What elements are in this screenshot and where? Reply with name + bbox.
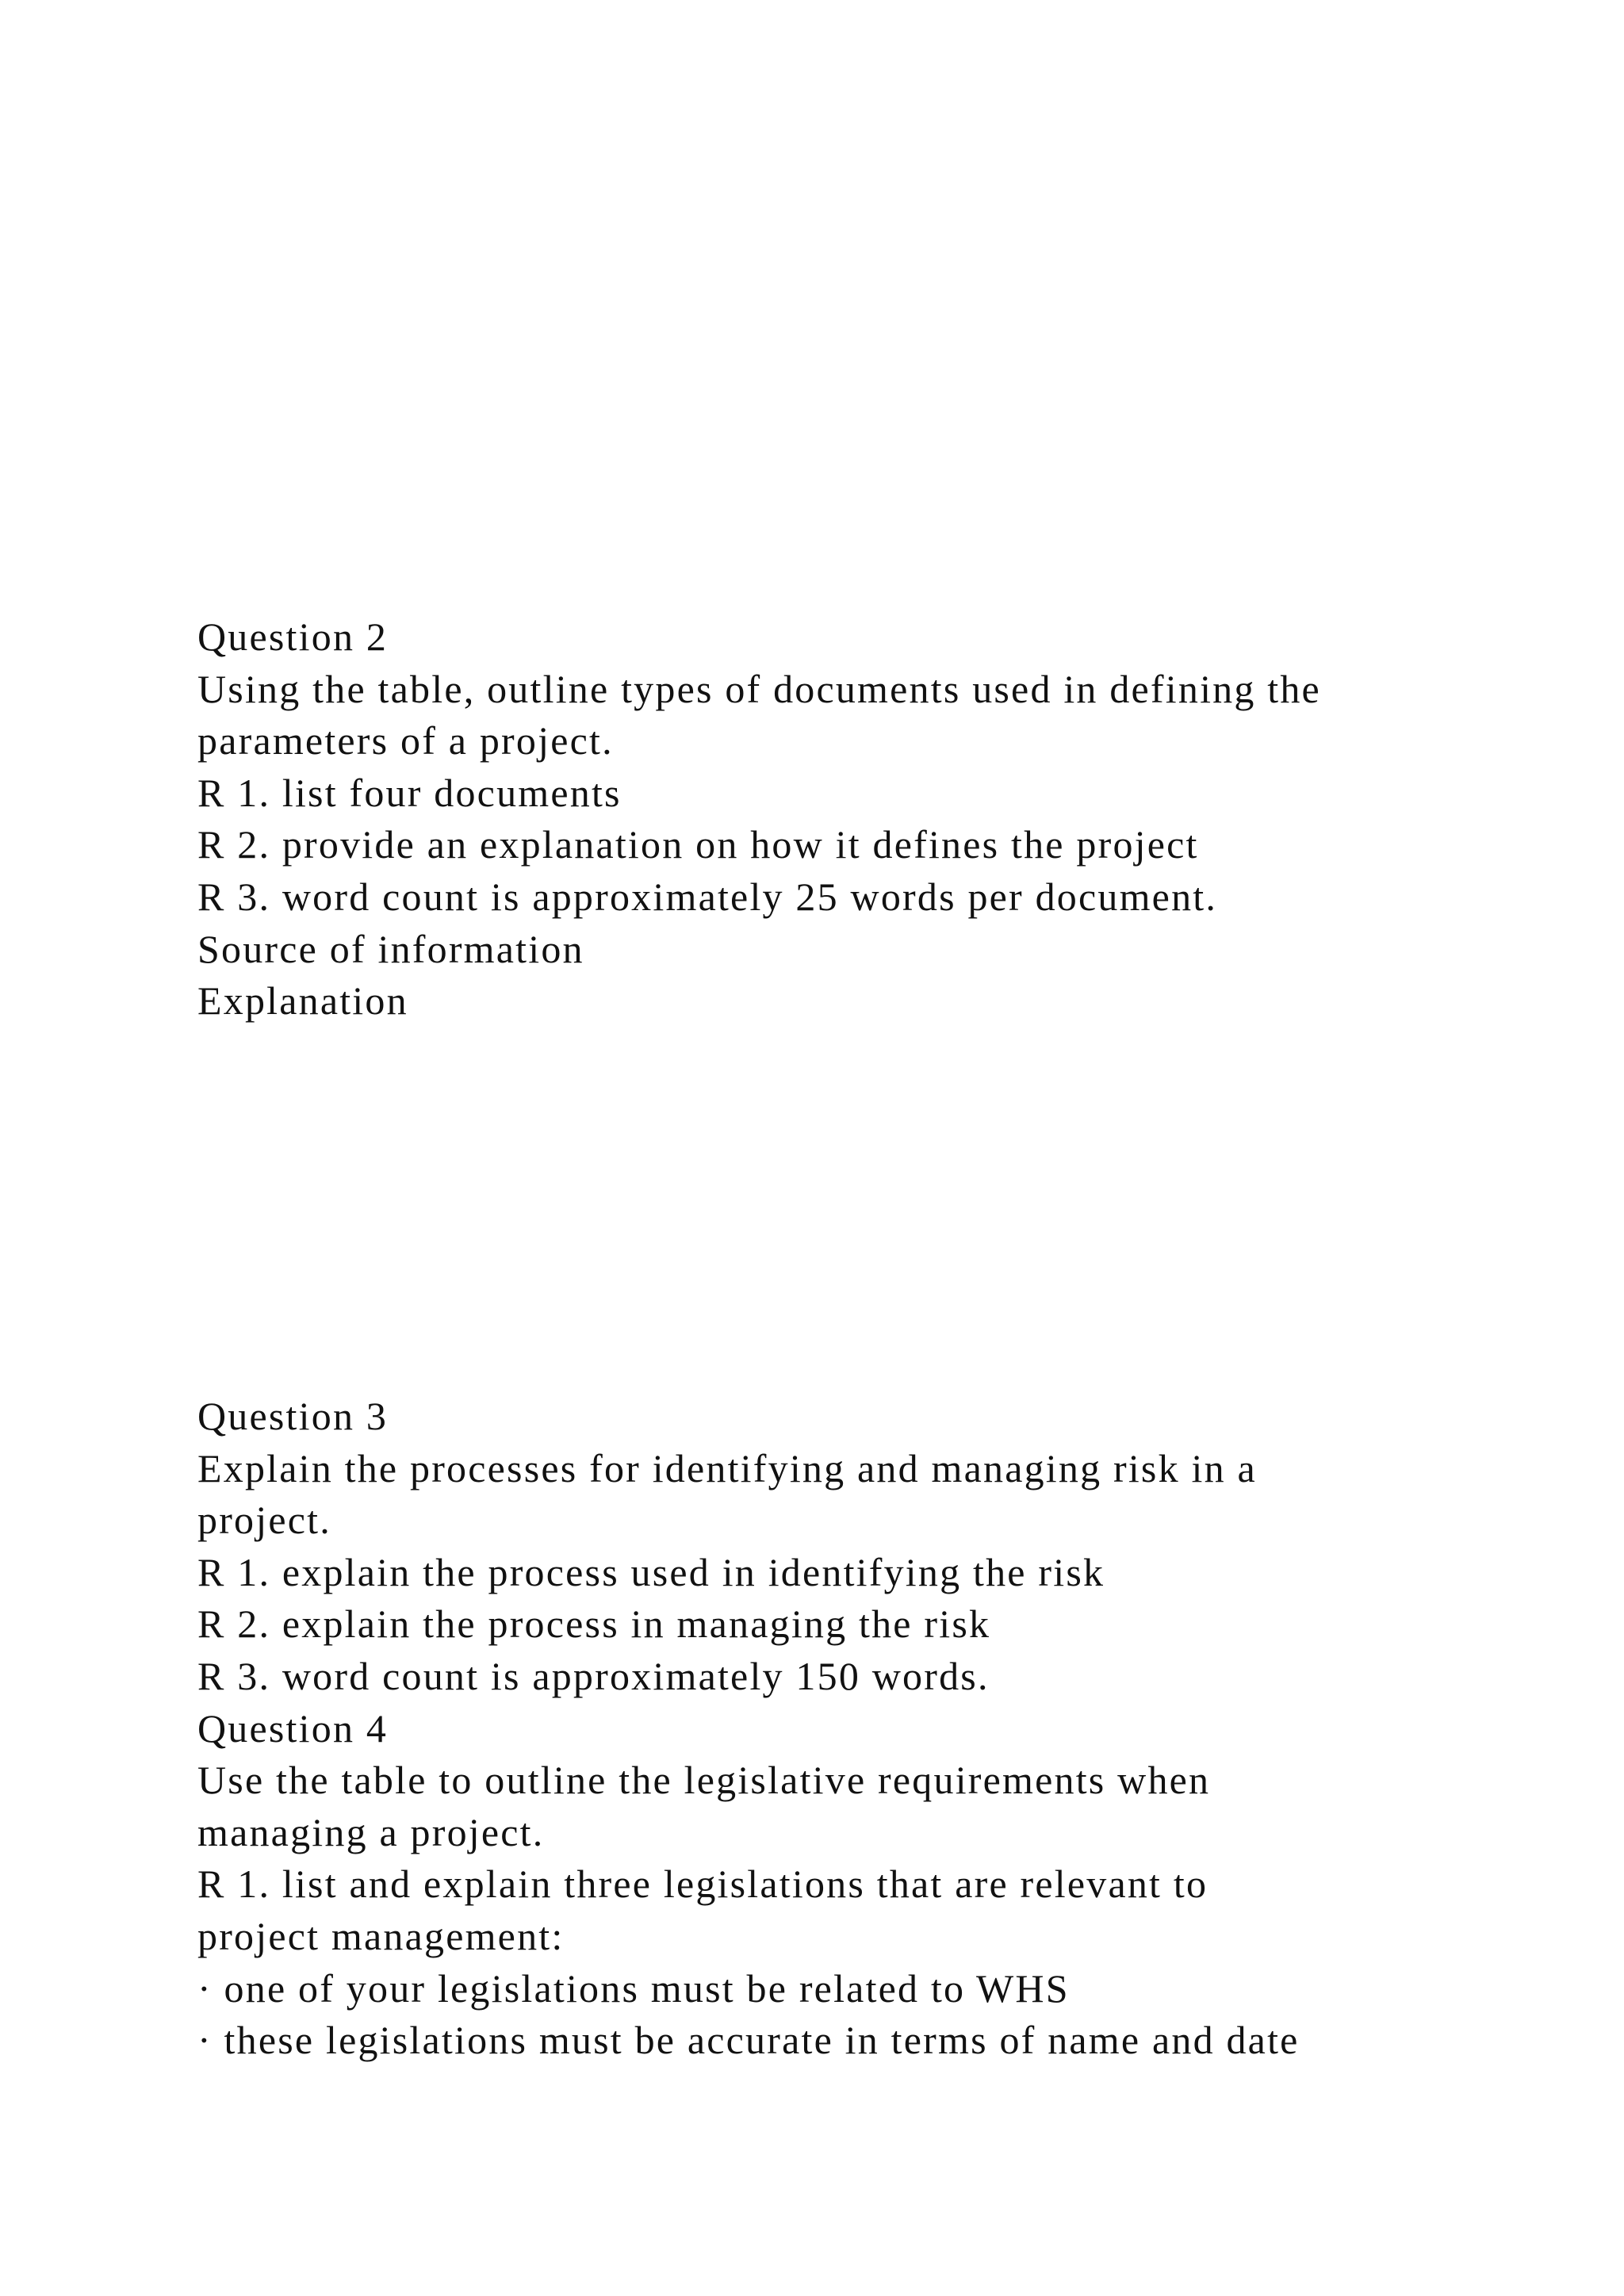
question-2-requirement-3: R 3. word count is approximately 25 words per document. (197, 874, 1218, 919)
question-2-requirement-1: R 1. list four documents (197, 770, 622, 815)
question-4-prompt-line-1: Use the table to outline the legislative requirements when (197, 1758, 1211, 1803)
question-2-prompt-line-2: parameters of a project. (197, 718, 614, 763)
question-4-bullet-1: · one of your legislations must be related to WHS (197, 1965, 1070, 2011)
question-4-heading: Question 4 (197, 1705, 389, 1751)
question-3-requirement-1: R 1. explain the process used in identifying the risk (197, 1549, 1105, 1594)
questions-3-4-section (197, 1391, 1545, 2067)
question-2-section (197, 611, 1545, 1027)
question-4-prompt-line-2: managing a project. (197, 1809, 545, 1854)
question-3-prompt-line-1: Explain the processes for identifying and managing risk in a (197, 1445, 1257, 1490)
question-3-prompt-line-2: project. (197, 1498, 331, 1543)
question-4-requirement-line-2: project management: (197, 1913, 565, 1958)
table-header-explanation: Explanation (197, 978, 408, 1024)
question-3-requirement-3: R 3. word count is approximately 150 words. (197, 1653, 990, 1698)
question-2-requirement-2: R 2. provide an explanation on how it defines the project (197, 822, 1199, 867)
question-4-bullet-2: · these legislations must be accurate in terms of name and date (197, 2018, 1300, 2063)
table-header-source: Source of information (197, 926, 584, 971)
question-3-requirement-2: R 2. explain the process in managing the risk (197, 1601, 991, 1647)
question-3-heading: Question 3 (197, 1394, 389, 1438)
question-2-prompt-line-1: Using the table, outline types of documents used in defining the (197, 666, 1321, 711)
question-4-requirement-line-1: R 1. list and explain three legislations that are relevant to (197, 1862, 1208, 1907)
question-2-heading: Question 2 (197, 614, 389, 659)
